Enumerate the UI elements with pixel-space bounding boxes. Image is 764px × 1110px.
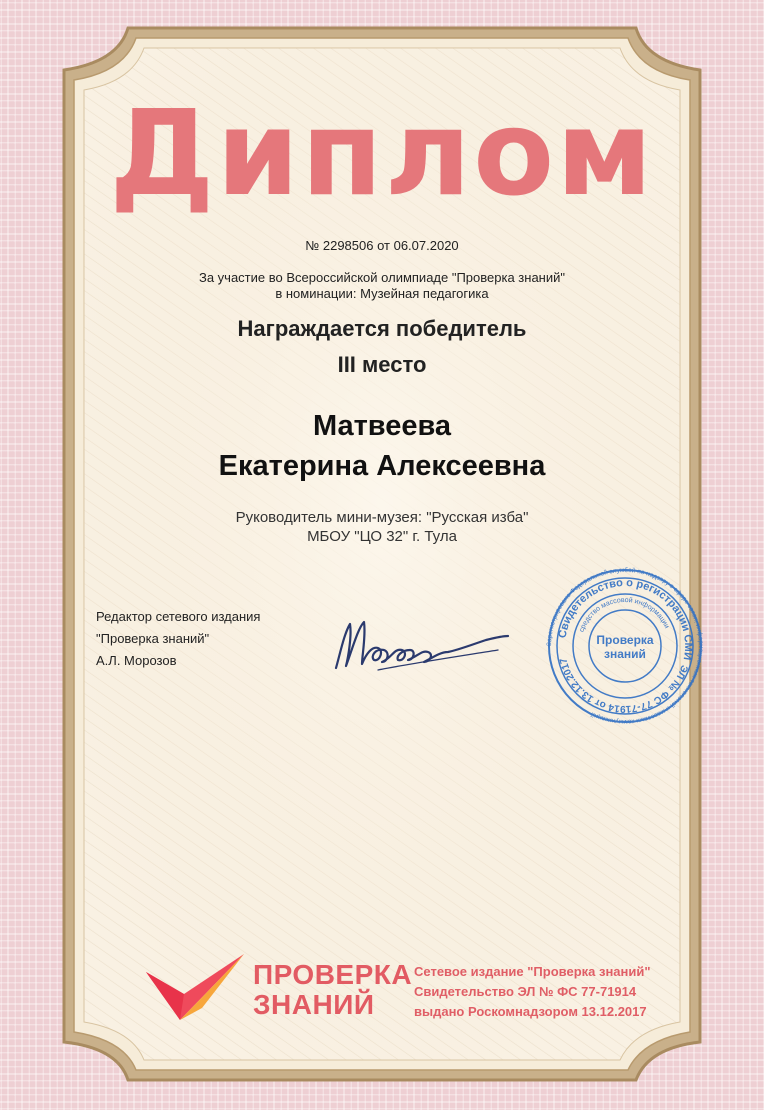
brand-logo-text — [253, 960, 412, 1020]
media-info-line-2: Свидетельство ЭЛ № ФС 77-71914 — [414, 984, 637, 999]
stamp-outer-text: Зарегистрировано Федеральной службой по надзору в сфере связи, информационных технологий и массовых коммуникаций — [545, 566, 705, 726]
participation-line-2: в номинации: Музейная педагогика — [275, 286, 489, 301]
participation-text — [0, 270, 764, 302]
stamp-ring-text: Свидетельство о регистрации СМИ — [556, 576, 695, 661]
editor-line-2: "Проверка знаний" — [96, 631, 210, 646]
registration-stamp — [540, 566, 710, 726]
awarded-heading: Награждается победитель — [237, 316, 527, 341]
stamp-center-line-2: знаний — [604, 647, 646, 661]
editor-line-1: Редактор сетевого издания — [96, 609, 261, 624]
brand-logo-icon — [140, 950, 250, 1025]
stamp-inner-ring-text: средство массовой информации — [578, 596, 671, 634]
media-registration-info — [414, 962, 651, 1022]
signature — [318, 606, 518, 686]
brand-logo-line-2: ЗНАНИЙ — [253, 989, 375, 1020]
editor-block — [96, 606, 260, 672]
diploma-number: № 2298506 от 06.07.2020 — [305, 238, 459, 253]
diploma-title: Диплом — [109, 84, 655, 222]
position-line-1: Руководитель мини-музея: "Русская изба" — [235, 509, 529, 526]
brand-logo-line-1: ПРОВЕРКА — [253, 959, 413, 990]
editor-line-3: А.Л. Морозов — [96, 653, 177, 668]
position-line-2: МБОУ "ЦО 32" г. Тула — [307, 528, 457, 545]
recipient-surname: Матвеева — [312, 410, 452, 442]
participation-line-1: За участие во Всероссийской олимпиаде "Проверка знаний" — [198, 270, 565, 285]
stamp-center-line-1: Проверка — [596, 633, 654, 647]
recipient-given-names: Екатерина Алексеевна — [218, 450, 546, 482]
recipient-position — [0, 508, 764, 546]
place-heading: III место — [337, 352, 427, 377]
media-info-line-3: выдано Роскомнадзором 13.12.2017 — [414, 1004, 647, 1019]
media-info-line-1: Сетевое издание "Проверка знаний" — [414, 964, 651, 979]
stamp-reg-text: ЭЛ № ФС 77-71914 от 13.12.2017 — [558, 656, 690, 715]
